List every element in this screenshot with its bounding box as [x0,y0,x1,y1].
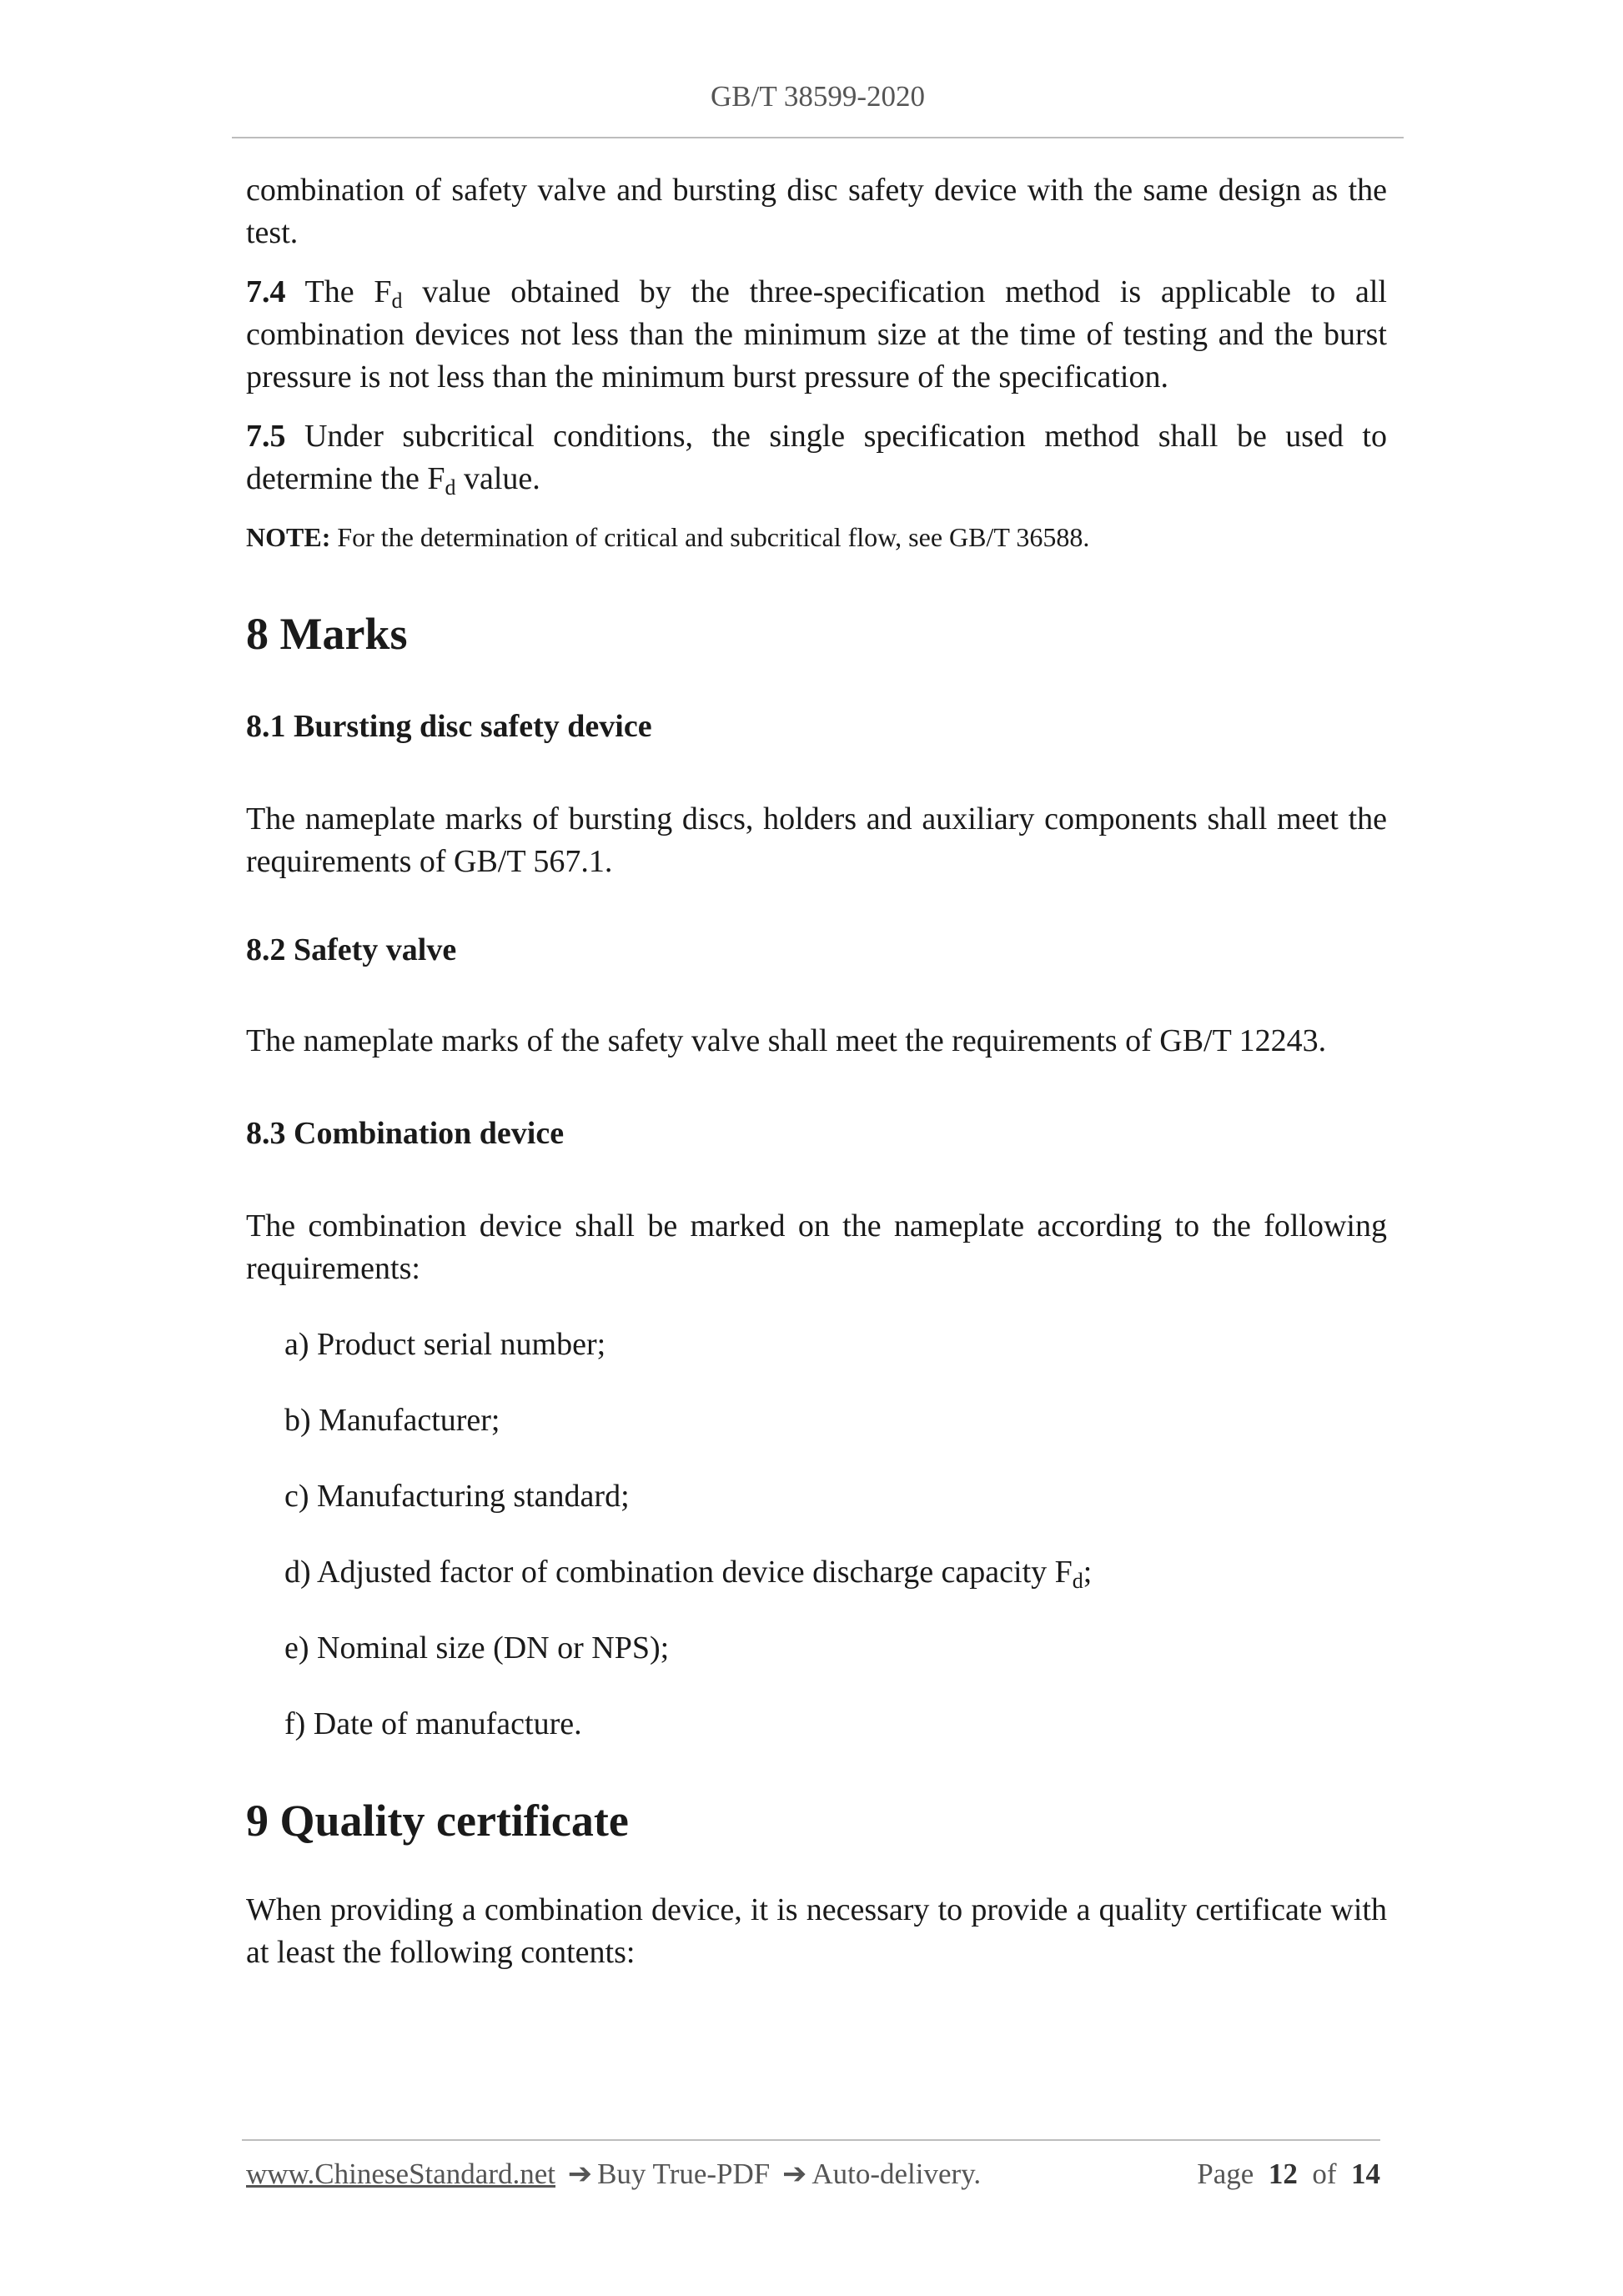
list-item-d: d) Adjusted factor of combination device discharge capacity $F_d$; [284,1555,1093,1593]
footer-divider [242,2139,1380,2141]
paragraph-7-5: 7.5 Under subcritical conditions, the single specification method shall be used to determine the $F_d$ value. [246,419,1387,500]
subsection-8-2-text: The nameplate marks of the safety valve shall meet the requirements of GB/T 12243. [246,1023,1327,1058]
section-9-title: 9 Quality certificate [246,1796,629,1846]
section-9-text: When providing a combination device, it is necessary to provide a quality certificate with at least the following contents: [246,1892,1387,1970]
section-8-title: 8 Marks [246,609,408,659]
arrow-right-icon: ➔ [567,2158,593,2190]
list-item-f: f) Date of manufacture. [284,1706,582,1741]
page-number: Page 12 of 14 [1197,2158,1380,2190]
arrow-right-icon: ➔ [782,2158,807,2190]
header-divider [232,137,1404,138]
delivery-text: Auto-delivery. [812,2158,982,2190]
list-item-c: c) Manufacturing standard; [284,1479,630,1514]
clause-number: 7.5 [246,419,286,454]
list-item-e: e) Nominal size (DN or NPS); [284,1630,670,1665]
current-page: 12 [1268,2158,1298,2190]
subsection-8-2-title: 8.2 Safety valve [246,932,457,967]
note-text: For the determination of critical and subcritical flow, see GB/T 36588. [330,522,1090,552]
subsection-8-3-text: The combination device shall be marked on the nameplate according to the following requirements: [246,1208,1387,1286]
page-content [246,169,1387,1974]
subsection-8-3-title: 8.3 Combination device [246,1116,565,1151]
footer-promo [246,2158,981,2191]
page-header: GB/T 38599-2020 [711,80,925,113]
list-item-a: a) Product serial number; [284,1327,606,1362]
paragraph-7-4: 7.4 The $F_d$ value obtained by the three-specification method is applicable to all combination devices not less than the minimum size at the time of testing and the burst pressure is not less than the minimum burst pressure of the specification. [246,274,1387,394]
note [246,519,1387,555]
subsection-8-1-title: 8.1 Bursting disc safety device [246,709,652,744]
clause-number: 7.4 [246,274,286,309]
note-label: NOTE: [246,522,331,552]
site-link[interactable]: www.ChineseStandard.net [246,2158,555,2190]
total-pages: 14 [1351,2158,1380,2190]
subsection-8-1-text: The nameplate marks of bursting discs, holders and auxiliary components shall meet the requirements of GB/T 567.1. [246,801,1387,879]
list-item-b: b) Manufacturer; [284,1403,500,1438]
buy-text: Buy True-PDF [597,2158,771,2190]
paragraph-continued: combination of safety valve and bursting disc safety device with the same design as the test. [246,173,1387,250]
